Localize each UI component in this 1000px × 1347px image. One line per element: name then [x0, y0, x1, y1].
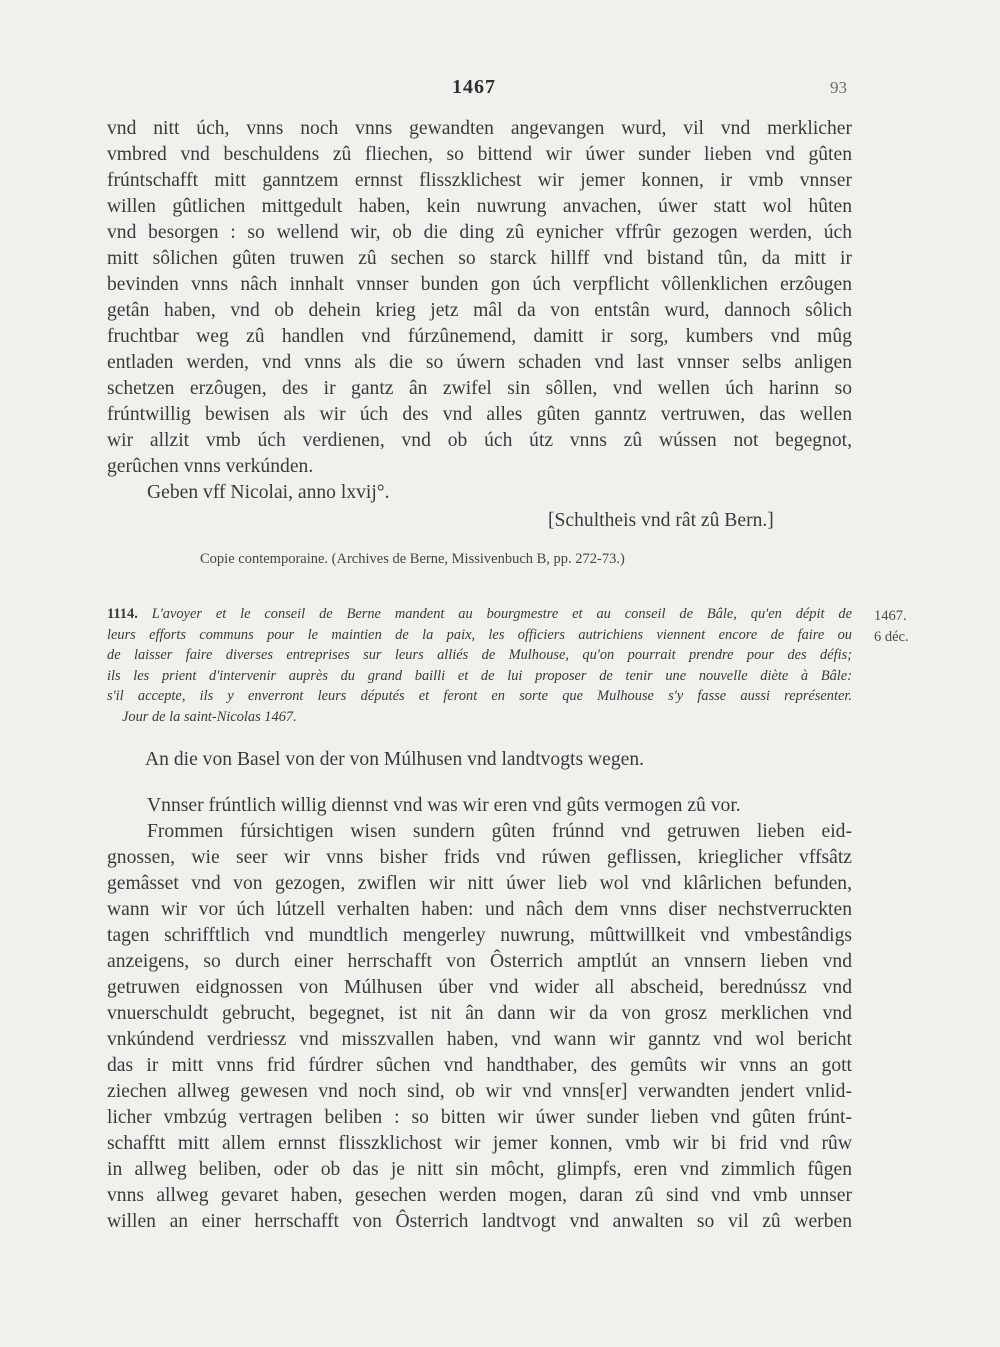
text-line: fruchtbar weg zû handlen vnd fúrzûnemend, damitt ir sorg, kumbers vnd mûg [107, 326, 852, 347]
text-line: wir allzit vmb úch verdienen, vnd ob úch útz vnns zû wússen not begegnot, [107, 430, 852, 451]
letter-signature: [Schultheis vnd rât zû Bern.] [548, 510, 774, 531]
text-line: anzeigens, so durch einer herrschafft von Ôsterrich amptlút an vnnsern lieben vnd [107, 951, 852, 972]
text-line: vnns allweg gevaret haben, gesechen werden mogen, daran zû sind vnd vmb unnser [107, 1185, 852, 1206]
entry-summary [107, 604, 852, 728]
margin-year: 1467. [874, 608, 907, 624]
summary-line: ils les prient d'intervenir auprès du grand bailli et de lui proposer de tenir une nouvelle diète à Bâle: [107, 667, 852, 684]
summary-line: s'il accepte, ils y enverront leurs députés et feront en sorte que Mulhouse s'y fasse aussi représenter. [107, 688, 852, 705]
text-line: vnd nitt úch, vnns noch vnns gewandten angevangen wurd, vil vnd merklicher [107, 118, 852, 139]
margin-date [874, 606, 909, 647]
text-line: willen an einer herrschafft von Ôsterrich landtvogt vnd anwalten so vil zû werben [107, 1211, 852, 1232]
text-line: mitt sôlichen gûten truwen zû sechen so starck hillff vnd bistand tûn, da mitt ir [107, 248, 852, 269]
margin-day: 6 déc. [874, 628, 909, 645]
text-line: vmbred vnd beschuldens zû fliechen, so bittend wir úwer sunder lieben vnd gûten [107, 144, 852, 165]
summary-line: de laisser faire diverses entreprises sur leurs alliés de Mulhouse, qu'on pourrait prendre pour des défis; [107, 647, 852, 664]
text-line: ziechen allweg gewesen vnd noch sind, ob wir vnd vnns[er] verwandten jendert vnlid- [107, 1081, 852, 1102]
page-number: 93 [830, 78, 847, 97]
text-line: getân haben, vnd ob dehein krieg jetz mâl da von entstân wurd, dannoch sôlich [107, 300, 852, 321]
text-line: vnd besorgen : so wellend wir, ob die ding zû eynicher vffrûr gezogen werden, úch [107, 222, 852, 243]
text-line: frúntschafft mitt ganntzem ernnst flisszklichest wir jemer konnen, ir vmb vnnser [107, 170, 852, 191]
text-line: das ir mitt vnns frid fúrdrer sûchen vnd handthaber, des gemûts wir vnns an gott [107, 1055, 852, 1076]
text-line: gemâsset vnd von gezogen, zwiflen wir nitt úwer lieb wol vnd klârlichen befunden, [107, 873, 852, 894]
text-line: vnkúndend verdriessz vnd misszvallen haben, vnd wann wir ganntz vnd wol bericht [107, 1029, 852, 1050]
text-line: frúntwillig bewisen als wir úch des vnd alles gûten ganntz vertruwen, das wellen [107, 404, 852, 425]
letter-continuation [107, 116, 852, 506]
text-line: wann wir vor úch lútzell verhalten haben: und nâch dem vnns diser nechstverruckten [107, 899, 852, 920]
text-line: getruwen eidgnossen von Múlhusen úber vnd wider all abscheid, berednússz vnd [107, 977, 852, 998]
text-line: gerûchen vnns verkúnden. [107, 456, 314, 477]
source-note: Copie contemporaine. (Archives de Berne, Missivenbuch B, pp. 272-73.) [200, 551, 625, 567]
summary-line: 1114. L'avoyer et le conseil de Berne mandent au bourgmestre et au conseil de Bâle, qu'en dépit de [107, 606, 852, 622]
text-line: entladen werden, vnd vnns als die so úwern schaden vnd last vnnser selbs anligen [107, 352, 852, 373]
entry-number: 1114. [107, 606, 138, 622]
text-line: Frommen fúrsichtigen wisen sundern gûten frúnnd vnd getruwen lieben eid- [147, 821, 852, 842]
letter-address: An die von Basel von der von Múlhusen vnd landtvogts wegen. [145, 749, 645, 770]
text-line: licher vmbzúg vertragen beliben : so bitten wir úwer sunder lieben vnd gûten frúnt- [107, 1107, 852, 1128]
text-line: willen gûtlichen mittgedult haben, kein nuwrung anvachen, úwer statt wol hûten [107, 196, 852, 217]
text-line: vnuerschuldt gebrucht, begegnet, ist nit ân dann wir da von grosz merklichen vnd [107, 1003, 852, 1024]
text-line: Vnnser frúntlich willig diennst vnd was wir eren vnd gûts vermogen zû vor. [147, 795, 741, 816]
letter-closing: Geben vff Nicolai, anno lxvij°. [147, 482, 390, 503]
text-line: tagen schrifftlich vnd mundtlich mengerley nuwrung, mûttwillkeit vnd vmbestândigs [107, 925, 852, 946]
text-line: gnossen, wie seer wir vnns bisher frids vnd rúwen geflissen, krieglicher vffsâtz [107, 847, 852, 868]
summary-date: Jour de la saint-Nicolas 1467. [122, 708, 297, 725]
text-line: schafftt mitt allem ernnst flisszklichost wir jemer konnen, vmb wir bi frid vnd rûw [107, 1133, 852, 1154]
summary-line: leurs efforts communs pour le maintien de la paix, les officiers autrichiens viennent encore de faire ou [107, 626, 852, 643]
text-line: schetzen erzôugen, des ir gantz ân zwifel sin sôllen, vnd wellen úch harinn so [107, 378, 852, 399]
running-header-year: 1467 [452, 76, 496, 98]
text-line: in allweg beliben, oder ob das je nitt sin môcht, glimpfs, eren vnd zimmlich fûgen [107, 1159, 852, 1180]
letter-body [107, 793, 852, 1235]
text-line: bevinden vnns nâch innhalt vnnser bunden gon úch verpflicht vôllenklichen erzôugen [107, 274, 852, 295]
